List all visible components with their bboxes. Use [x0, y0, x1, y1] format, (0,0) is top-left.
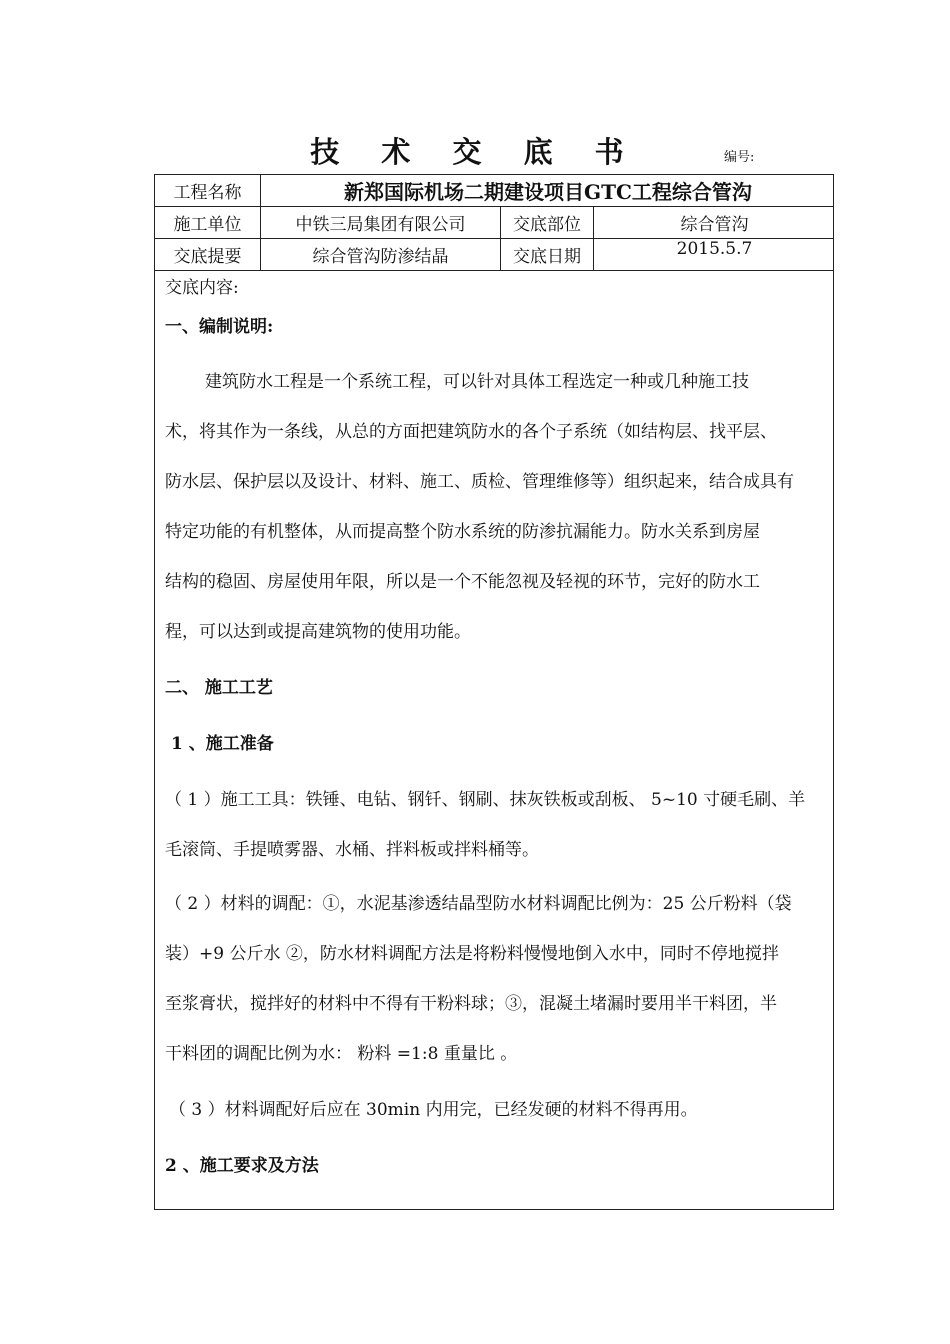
- paragraph-line: 程，可以达到或提高建筑物的使用功能。: [165, 622, 471, 642]
- paragraph-line: （ 1 ）施工工具：铁锤、电钻、钢钎、钢刷、抹灰铁板或刮板、 5~10 寸硬毛刷、羊: [165, 790, 806, 810]
- row-divider: [155, 270, 833, 271]
- paragraph-line: 防水层、保护层以及设计、材料、施工、质检、管理维修等）组织起来，结合成具有: [165, 472, 794, 492]
- paragraph-line: 术，将其作为一条线，从总的方面把建筑防水的各个子系统（如结构层、找平层、: [165, 422, 777, 442]
- paragraph-line: 结构的稳固、房屋使用年限，所以是一个不能忽视及轻视的环节，完好的防水工: [165, 572, 760, 592]
- paragraph-line: 至浆膏状，搅拌好的材料中不得有干粉料球；③，混凝土堵漏时要用半干料团，半: [165, 994, 777, 1014]
- location-label: 交底部位: [513, 215, 581, 235]
- doc-number-label: 编号:: [724, 150, 755, 165]
- document-title: 技 术 交 底 书: [310, 135, 640, 169]
- construction-unit-label: 施工单位: [173, 215, 242, 235]
- paragraph-line: 建筑防水工程是一个系统工程，可以针对具体工程选定一种或几种施工技: [205, 372, 749, 392]
- paragraph-line: 干料团的调配比例为水： 粉料 =1:8 重量比 。: [165, 1044, 518, 1064]
- summary-label: 交底提要: [173, 247, 242, 267]
- subsection-heading: 2 、施工要求及方法: [165, 1156, 319, 1176]
- paragraph-line: 装）+9 公斤水 ②，防水材料调配方法是将粉料慢慢地倒入水中，同时不停地搅拌: [165, 944, 779, 964]
- date-value: 2015.5.7: [676, 238, 753, 259]
- subsection-heading: 1 、施工准备: [171, 734, 274, 754]
- paragraph-line: （ 3 ）材料调配好后应在 30min 内用完，已经发硬的材料不得再用。: [169, 1100, 698, 1120]
- project-name-value: 新郑国际机场二期建设项目GTC工程综合管沟: [344, 180, 752, 204]
- date-label: 交底日期: [513, 247, 581, 267]
- project-name-label: 工程名称: [173, 183, 242, 203]
- section-heading: 二、 施工工艺: [165, 678, 273, 698]
- section-heading: 一、编制说明:: [165, 317, 274, 337]
- construction-unit-value: 中铁三局集团有限公司: [295, 215, 466, 235]
- paragraph-line: （ 2 ）材料的调配：①，水泥基渗透结晶型防水材料调配比例为：25 公斤粉料（袋: [165, 894, 792, 914]
- location-value: 综合管沟: [680, 215, 749, 235]
- content-intro-label: 交底内容:: [165, 278, 239, 298]
- paragraph-line: 毛滚筒、手提喷雾器、水桶、拌料板或拌料桶等。: [165, 840, 539, 860]
- disclosure-form: [154, 174, 834, 1210]
- summary-value: 综合管沟防渗结晶: [312, 247, 449, 267]
- paragraph-line: 特定功能的有机整体，从而提高整个防水系统的防渗抗漏能力。防水关系到房屋: [165, 522, 760, 542]
